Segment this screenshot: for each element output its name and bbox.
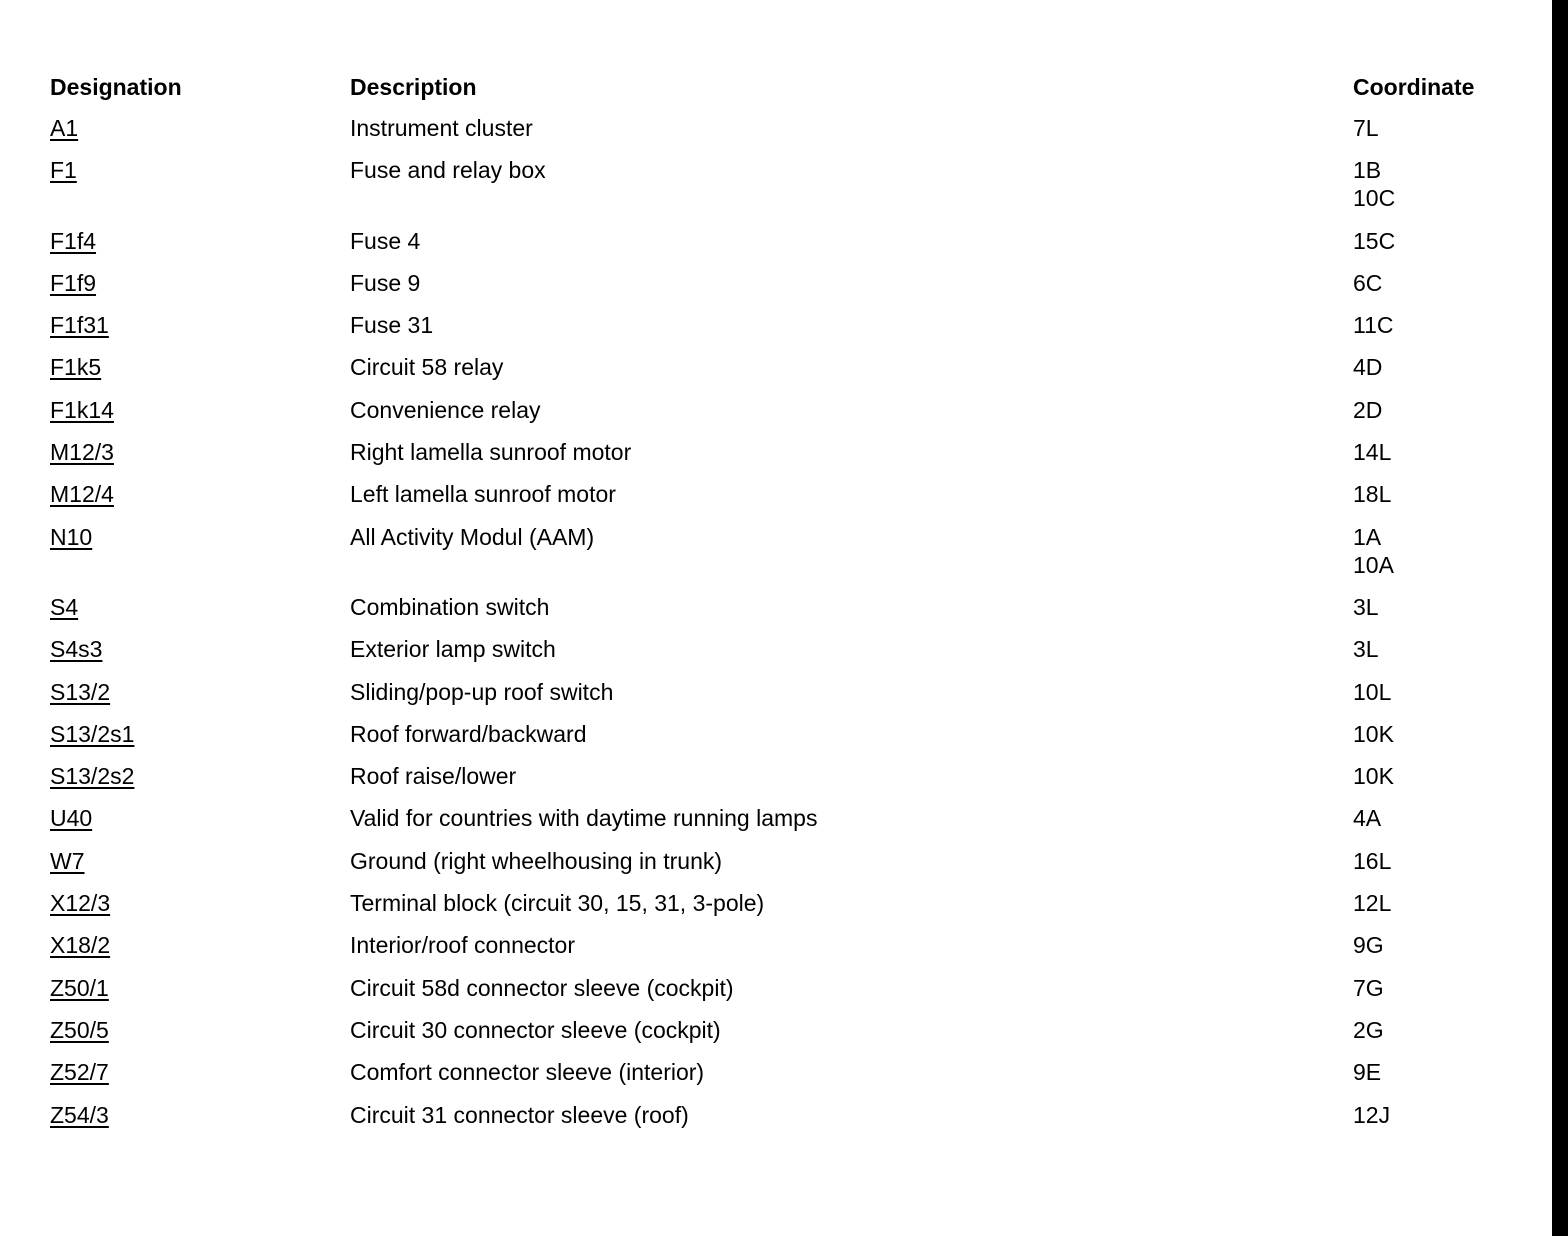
coordinate-value: 10K [1353, 763, 1394, 790]
coordinate-value: 7L [1353, 115, 1379, 141]
designation-cell [50, 227, 350, 255]
coordinate-value: 4A [1353, 805, 1382, 832]
coordinate-cell [1353, 353, 1510, 381]
coordinate-value: 4D [1353, 354, 1383, 381]
table-row [50, 882, 1510, 924]
description-cell: Circuit 58 relay [350, 354, 504, 381]
designation-link[interactable]: S13/2s2 [50, 763, 135, 790]
designation-cell [50, 438, 350, 466]
table-row [50, 1094, 1510, 1136]
coordinate-value: 2D [1353, 396, 1383, 423]
coordinate-value: 14L [1353, 439, 1392, 466]
component-legend-table [50, 70, 1510, 1136]
coordinate-value: 2G [1353, 1016, 1384, 1043]
coordinate-cell [1353, 635, 1510, 663]
coordinate-cell [1353, 396, 1510, 424]
coordinate-cell [1353, 974, 1510, 1002]
table-row [50, 346, 1510, 388]
table-row [50, 1009, 1510, 1051]
table-row [50, 516, 1510, 586]
coordinate-cell [1353, 762, 1510, 790]
table-row [50, 840, 1510, 882]
description-cell: Fuse 9 [350, 269, 421, 296]
table-body [50, 107, 1510, 1136]
table-row [50, 262, 1510, 304]
table-row [50, 304, 1510, 346]
description-cell: Instrument cluster [350, 115, 533, 141]
coordinate-value: 12J [1353, 1101, 1391, 1128]
designation-cell [50, 311, 350, 339]
description-cell: Roof forward/backward [350, 720, 587, 747]
designation-link[interactable]: Z52/7 [50, 1059, 109, 1086]
coordinate-cell [1353, 593, 1510, 621]
description-cell: Right lamella sunroof motor [350, 439, 632, 466]
designation-cell [50, 114, 350, 142]
description-cell: Ground (right wheelhousing in trunk) [350, 847, 723, 874]
table-row [50, 473, 1510, 515]
description-cell: Circuit 30 connector sleeve (cockpit) [350, 1016, 721, 1043]
description-cell: Convenience relay [350, 396, 541, 423]
table-row [50, 797, 1510, 839]
description-cell: Interior/roof connector [350, 932, 576, 959]
designation-link[interactable]: F1 [50, 157, 77, 184]
designation-cell [50, 523, 350, 551]
coordinate-cell [1353, 931, 1510, 959]
designation-cell [50, 974, 350, 1002]
designation-link[interactable]: Z54/3 [50, 1101, 109, 1128]
coordinate-value: 7G [1353, 974, 1384, 1001]
description-cell: Left lamella sunroof motor [350, 481, 616, 508]
designation-cell [50, 353, 350, 381]
designation-column-header: Designation [50, 74, 182, 100]
designation-link[interactable]: S13/2 [50, 678, 111, 705]
description-cell: Fuse 31 [350, 312, 434, 339]
designation-cell [50, 1101, 350, 1129]
description-cell: Circuit 58d connector sleeve (cockpit) [350, 974, 734, 1001]
table-row [50, 755, 1510, 797]
coordinate-cell [1353, 114, 1510, 142]
coordinate-value: 15C [1353, 227, 1396, 254]
coordinate-cell [1353, 1101, 1510, 1129]
designation-link[interactable]: F1k5 [50, 354, 102, 381]
table-row [50, 149, 1510, 219]
coordinate-value: 9E [1353, 1059, 1382, 1086]
description-cell: Combination switch [350, 593, 550, 620]
coordinate-value: 10L [1353, 678, 1392, 705]
designation-cell [50, 804, 350, 832]
description-cell: All Activity Modul (AAM) [350, 523, 595, 550]
coordinate-value: 3L [1353, 636, 1379, 663]
coordinate-column-header: Coordinate [1353, 74, 1475, 100]
table-row [50, 713, 1510, 755]
designation-cell [50, 889, 350, 917]
coordinate-cell [1353, 889, 1510, 917]
designation-link[interactable]: U40 [50, 805, 93, 832]
designation-cell [50, 593, 350, 621]
designation-cell [50, 720, 350, 748]
coordinate-value: 6C [1353, 269, 1383, 296]
coordinate-value: 16L [1353, 847, 1392, 874]
coordinate-cell [1353, 804, 1510, 832]
description-cell: Circuit 31 connector sleeve (roof) [350, 1101, 689, 1128]
table-row [50, 628, 1510, 670]
coordinate-value: 10K [1353, 720, 1394, 747]
coordinate-value: 12L [1353, 890, 1392, 917]
coordinate-cell [1353, 269, 1510, 297]
designation-cell [50, 480, 350, 508]
designation-cell [50, 678, 350, 706]
designation-cell [50, 396, 350, 424]
designation-link[interactable]: X18/2 [50, 932, 111, 959]
table-row [50, 1051, 1510, 1093]
coordinate-value: 11C [1353, 312, 1394, 339]
table-header-row [50, 70, 1510, 107]
designation-link[interactable]: W7 [50, 847, 85, 874]
table-row [50, 924, 1510, 966]
table-row [50, 389, 1510, 431]
designation-cell [50, 931, 350, 959]
designation-cell [50, 156, 350, 184]
description-cell: Valid for countries with daytime running lamps [350, 805, 818, 832]
designation-link[interactable]: X12/3 [50, 890, 111, 917]
coordinate-value: 18L [1353, 481, 1392, 508]
coordinate-cell [1353, 523, 1510, 579]
designation-link[interactable]: F1f9 [50, 269, 97, 296]
coordinate-value: 9G [1353, 932, 1384, 959]
designation-cell [50, 269, 350, 297]
table-row [50, 586, 1510, 628]
designation-link[interactable]: S13/2s1 [50, 720, 135, 747]
description-cell: Exterior lamp switch [350, 636, 556, 663]
coordinate-value: 10A [1353, 551, 1394, 578]
designation-cell [50, 762, 350, 790]
designation-link[interactable]: M12/4 [50, 481, 114, 508]
description-cell: Sliding/pop-up roof switch [350, 678, 614, 705]
table-row [50, 107, 1510, 149]
coordinate-cell [1353, 1058, 1510, 1086]
coordinate-cell [1353, 1016, 1510, 1044]
designation-link[interactable]: M12/3 [50, 439, 114, 466]
coordinate-cell [1353, 156, 1510, 212]
description-cell: Terminal block (circuit 30, 15, 31, 3-pole) [350, 890, 765, 917]
description-cell: Comfort connector sleeve (interior) [350, 1059, 705, 1086]
designation-link[interactable]: S4 [50, 593, 79, 620]
coordinate-cell [1353, 227, 1510, 255]
designation-cell [50, 1058, 350, 1086]
designation-link[interactable]: S4s3 [50, 636, 103, 663]
description-cell: Roof raise/lower [350, 763, 517, 790]
designation-cell [50, 1016, 350, 1044]
coordinate-cell [1353, 720, 1510, 748]
coordinate-cell [1353, 678, 1510, 706]
table-row [50, 671, 1510, 713]
description-cell: Fuse and relay box [350, 157, 546, 184]
table-row [50, 967, 1510, 1009]
coordinate-value: 1A [1353, 523, 1382, 550]
description-cell: Fuse 4 [350, 227, 421, 254]
designation-link[interactable]: F1f31 [50, 312, 109, 339]
designation-cell [50, 635, 350, 663]
coordinate-cell [1353, 480, 1510, 508]
coordinate-cell [1353, 311, 1510, 339]
designation-cell [50, 847, 350, 875]
designation-link[interactable]: N10 [50, 523, 93, 550]
table-row [50, 431, 1510, 473]
designation-link[interactable]: A1 [50, 115, 79, 141]
coordinate-cell [1353, 847, 1510, 875]
description-column-header: Description [350, 74, 477, 100]
coordinate-cell [1353, 438, 1510, 466]
designation-link[interactable]: Z50/1 [50, 974, 109, 1001]
coordinate-value: 3L [1353, 593, 1379, 620]
designation-link[interactable]: F1f4 [50, 227, 97, 254]
coordinate-value: 10C [1353, 185, 1396, 212]
designation-link[interactable]: Z50/5 [50, 1016, 109, 1043]
coordinate-value: 1B [1353, 157, 1382, 184]
table-row [50, 220, 1510, 262]
page-right-border [1552, 0, 1568, 1236]
designation-link[interactable]: F1k14 [50, 396, 114, 423]
